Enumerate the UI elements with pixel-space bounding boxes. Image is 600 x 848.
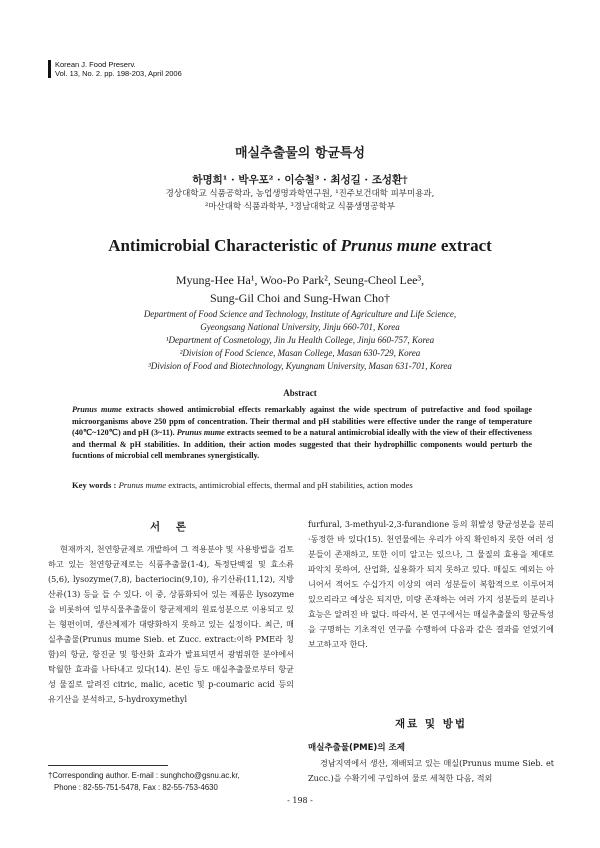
intro-paragraph-2: furfural, 3-methyul-2,3-furandione 등의 휘발성 향균성분을 분리·동정한 바 있다(15). 천연물에는 우리가 아직 확인하지 못한 여러 성분들이 존재하고, 또한 이미 알고는 있으나, 그 물질의 효용을 제대로 파악치 못하여, 산업화, 실용화가 되지 못하고 있다. 매실도 예외는 아니어서 적어도 수십가지 이상의 여러 성분들이 복합적으로 이루어져 있으리라고 예상은 되지만, 미량 존재하는 여러 가지 성분들의 분리나 효능은 알려진 바 없다. 따라서, 본 연구에서는 매실추출물의 항균특성을 구명하는 기초적인 연구를 수행하여 다음과 같은 결과를 얻었기에 보고하고자 한다. [308, 519, 554, 649]
methods-paragraph-1: 경남지역에서 생산, 재배되고 있는 매실(Prunus mume Sieb. et Zucc.)을 수확기에 구입하여 물로 세척한 다음, 적외 [308, 758, 554, 783]
english-affiliation-3: ¹Department of Cosmetology, Jin Ju Health College, Jinju 660-757, Korea [165, 335, 435, 345]
keywords-label: Key words : [72, 480, 117, 490]
english-affiliation-1: Department of Food Science and Technology, Institute of Agriculture and Life Science, [143, 309, 457, 319]
journal-name: Korean J. Food Preserv. [55, 60, 136, 69]
footnote-line-2: Phone : 82-55-751-5478, Fax : 82-55-753-4630 [54, 783, 218, 792]
intro-column-left [48, 542, 294, 707]
abstract-text-2: extracts seemed to be a natural antimicrobial ideally with the view of their effectiveness and thermal & pH stabilities. In addition, their action modes suggested that their hydrophillic components would perturb the fucntions of microbial cell membranes synergistically. [72, 428, 532, 461]
abstract-heading: Abstract [283, 388, 317, 398]
keywords-species: Prunus mume [118, 480, 167, 490]
journal-volume: Vol. 13, No. 2. pp. 198-203, April 2006 [55, 69, 182, 78]
journal-citation [48, 60, 182, 78]
methods-column [308, 756, 554, 786]
methods-subheading: 매실추출물(PME)의 조제 [308, 743, 405, 753]
english-authors-1: Myung-Hee Ha¹, Woo-Po Park², Seung-Cheol Lee³, [175, 273, 425, 287]
abstract-species-1: Prunus mume [72, 405, 122, 414]
english-affiliation-4: ²Division of Food Science, Masan College, Masan 630-729, Korea [179, 348, 421, 358]
keywords-rest: extracts, antimicrobial effects, thermal and pH stabilities, action modes [166, 480, 413, 490]
intro-paragraph-1: 현재까지, 천연항균제로 개발하여 그 적용분야 및 사용방법을 검토하고 있는 천연항균제로는 식품추출물(1-4), 특정단백질 및 효소류(5,6), lysozyme(7,8), bacteriocin(9,10), 유기산류(11,12), 지방산류(13) 등을 들 수 있다. 이 중, 상품화되어 있는 제품은 lysozyme을 비롯하여 일부식물추출물이 항균제제의 원료성분으로 이용되고 있는 형편이며, 생산체제가 대량화하지 못하고 있는 실정이다. 최근, 매실추출물(Prunus mume Sieb. et Zucc. extract:이하 PME라 칭함)의 항균, 항진균 및 항산화 효과가 발표되면서 광범위한 분야에서 탁월한 효과를 나타내고 있다(14). 본인 등도 매실추출물로부터 항균성 물질로 알려진 citric, malic, acetic 및 p-coumaric acid 등의 유기산을 분석하고, 5-hydroxymethyl [48, 544, 294, 704]
english-affiliation-2: Gyeongsang National University, Jinju 660-701, Korea [200, 322, 400, 332]
english-authors-2: Sung-Gil Choi and Sung-Hwan Cho† [210, 291, 390, 305]
english-affiliation-5: ³Division of Food and Biotechnology, Kyungnam University, Masan 631-701, Korea [148, 361, 452, 371]
intro-column-right [308, 517, 554, 652]
korean-affiliation-1: 경상대학교 식품공학과, 농업생명과학연구원, ¹진주보건대학 피부미용과, [165, 189, 435, 199]
english-title-prefix: Antimicrobial Characteristic of [108, 236, 337, 255]
korean-authors: 하명희¹ · 박우포² · 이승철³ · 최성길 · 조성환† [192, 174, 408, 186]
page-number: - 198 - [287, 796, 313, 805]
methods-heading: 재료 및 방법 [394, 718, 468, 730]
english-title-species: Prunus mune [340, 236, 437, 255]
intro-heading: 서 론 [150, 521, 192, 533]
abstract-text-1: extracts showed antimicrobial effects remarkably against the wide spectrum of putrefactive and food spoilage microorganisms above 250 ppm of concentration. Their thermal and pH stabilities were effective under the range of temperature (40℃~120℃) and pH (3~11). [72, 405, 532, 438]
korean-title: 매실추출물의 항균특성 [234, 146, 366, 161]
footnote-line-1: †Corresponding author. E-mail : sunghcho@gsnu.ac.kr, [48, 771, 240, 780]
abstract-body [72, 404, 532, 462]
footnote-rule [48, 765, 168, 766]
english-title [0, 236, 600, 256]
keywords [72, 480, 542, 490]
footnote [48, 770, 288, 794]
abstract-species-2: Prunus mume [176, 428, 225, 438]
korean-affiliation-2: ²마산대학 식품과학부, ³경남대학교 식품생명공학부 [204, 202, 396, 212]
english-title-suffix: extract [440, 236, 492, 255]
